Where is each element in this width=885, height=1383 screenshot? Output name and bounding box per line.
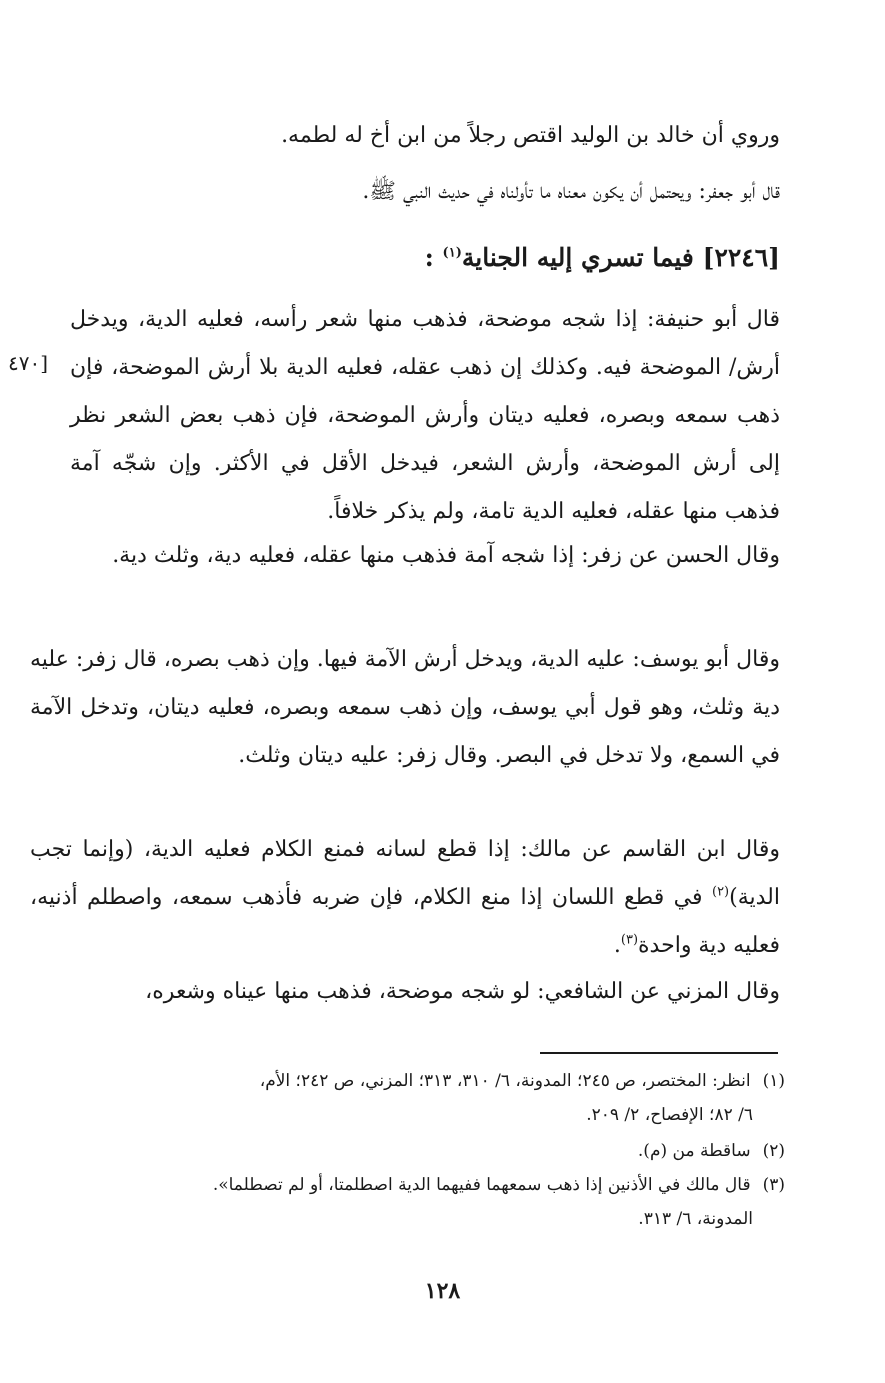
footnote-ref-2: (٢) — [711, 884, 730, 900]
paragraph-ibn-qasim — [30, 826, 780, 970]
paragraph-muzani: وقال المزني عن الشافعي: لو شجه موضحة، فذهب منها عيناه وشعره، — [145, 979, 780, 1004]
margin-page-marker: ٤٧٠] — [8, 351, 49, 375]
malik-text-2: في قطع اللسان إذا منع الكلام، فإن ضربه فأذهب سمعه، واصطلم أذنيه، فعليه دية واحدة — [30, 885, 780, 958]
footnote-separator — [540, 1052, 778, 1054]
footnote-2-text: ساقطة من (م). — [637, 1141, 751, 1161]
section-number: [٢٢٤٦] — [702, 243, 780, 272]
footnote-1-text: انظر: المختصر، ص ٢٤٥؛ المدونة، ٦/ ٣١٠، ٣١٣؛ المزني، ص ٢٤٢؛ الأم، — [259, 1071, 751, 1091]
footnote-2 — [30, 1134, 785, 1168]
paragraph-hasan-zufar: وقال الحسن عن زفر: إذا شجه آمة فذهب منها عقله، فعليه دية، وثلث دية. — [112, 543, 780, 568]
paragraph-khalid: وروي أن خالد بن الوليد اقتص رجلاً من ابن أخ له لطمه. — [281, 123, 780, 148]
footnote-2-number: (٢) — [762, 1141, 785, 1161]
paragraph-abu-yusuf: وقال أبو يوسف: عليه الدية، ويدخل أرش الآمة فيها. وإن ذهب بصره، قال زفر: عليه دية وثلث، وهو قول أبي يوسف، وإن ذهب سمعه وبصره، فعليه ديتان، وتدخل الآمة في السمع، ولا تدخل في البصر. وقال زفر: عليه ديتان وثلث. — [30, 647, 780, 768]
heading-suffix: : — [424, 243, 434, 272]
footnote-3 — [30, 1168, 785, 1236]
footnote-3-number: (٣) — [762, 1175, 785, 1195]
malik-text-end: . — [613, 933, 621, 958]
footnote-1-number: (١) — [762, 1071, 785, 1091]
page-number: ١٢٨ — [424, 1278, 461, 1304]
paragraph-abu-hanifa: قال أبو حنيفة: إذا شجه موضحة، فذهب منها شعر رأسه، فعليه الدية، ويدخل أرش/ الموضحة فيه. وكذلك إن ذهب عقله، فعليه الدية بلا أرش الموضحة، فإن ذهب سمعه وبصره، فعليه ديتان وأرش الموضحة، فإن ذهب بعض الشعر نظر إلى أرش الموضحة، وأرش الشعر، فيدخل الأقل في الأكثر. وإن شجّه آمة فذهب منها عقله، فعليه الدية تامة، ولم يذكر خلافاً. — [70, 307, 780, 524]
footnote-ref-3: (٣) — [620, 932, 639, 948]
footnote-1 — [30, 1064, 785, 1132]
section-title: فيما تسري إليه الجناية — [461, 243, 694, 272]
footnote-ref-1: (١) — [442, 245, 462, 261]
paragraph-abu-jafar: قال أبو جعفر: ويحتمل أن يكون معناه ما تأولناه في حديث النبي ﷺ. — [362, 179, 780, 204]
footnote-3-text: قال مالك في الأذنين إذا ذهب سمعهما ففيهما الدية اصطلمتا، أو لم تصطلما». — [212, 1175, 751, 1195]
footnote-3-continued: المدونة، ٦/ ٣١٣. — [638, 1209, 753, 1229]
section-heading — [425, 238, 780, 278]
footnote-1-continued: ٦/ ٨٢؛ الإفصاح، ٢/ ٢٠٩. — [586, 1105, 753, 1125]
malik-text-1: وقال ابن القاسم عن مالك: إذا قطع لسانه فمنع الكلام فعليه الدية، (وإنما تجب الدية) — [30, 837, 780, 910]
